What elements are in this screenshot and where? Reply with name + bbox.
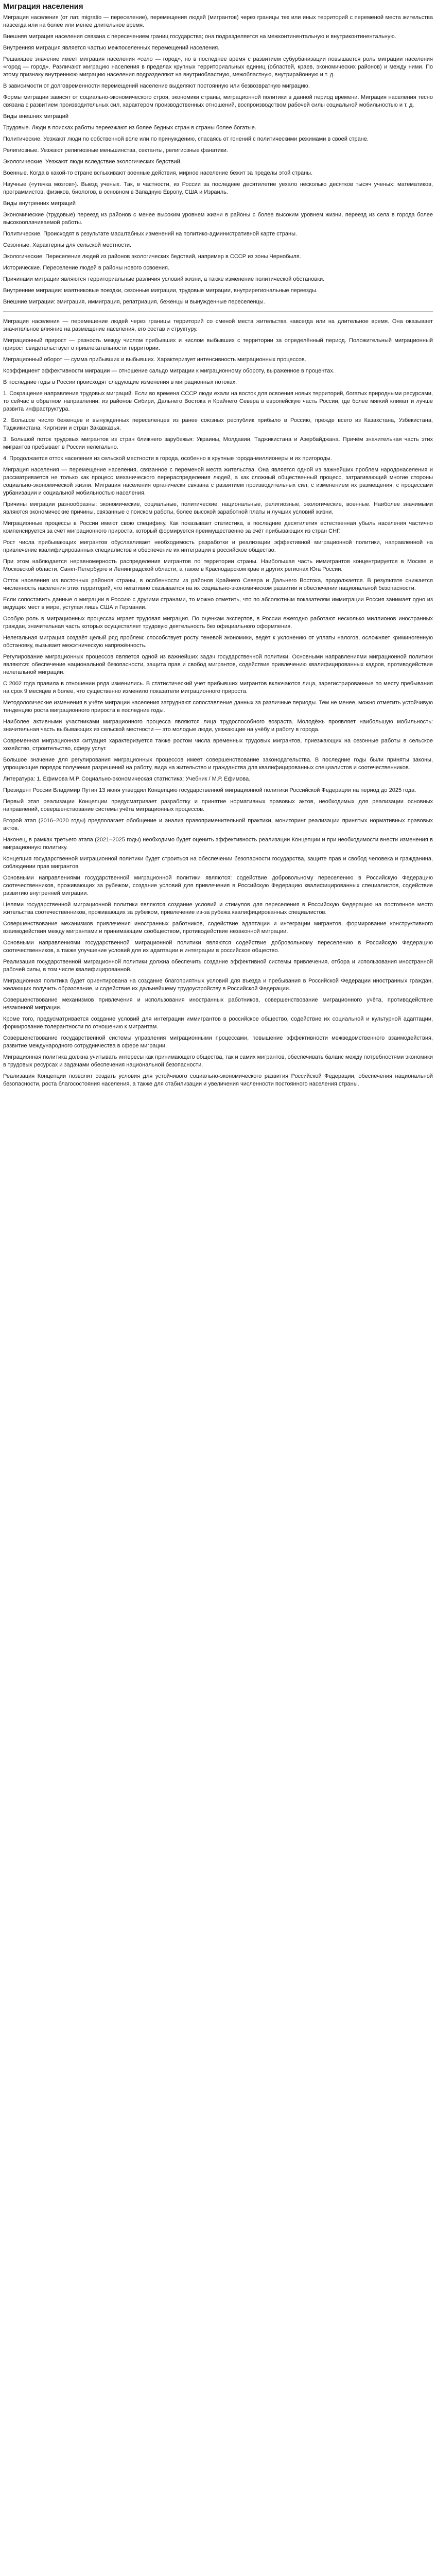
paragraph: Наиболее активными участниками миграционного процесса являются лица трудоспособного возраста. Молодёжь проявляет наибольшую мобильность: значительная часть выбывающих из сельской местности — это молодые люди, уезжающие на учёбу и работу в города. [3, 719, 433, 733]
paragraph: Отток населения из восточных районов страны, в особенности из районов Крайнего Севера и Дальнего Востока, продолжается. В результате снижается численность населения этих территорий, что негативно сказывается на их социально-экономическом развитии и обеспечении национальной безопасности. [3, 578, 433, 591]
paragraph: С 2002 года правила в отношении ряда изменились. В статистический учет прибывших мигрантов включаются лица, зарегистрированные по месту пребывания на срок 9 месяцев и более, что существенно изменило показатели миграционного прироста. [3, 681, 433, 694]
paragraph: Второй этап (2016–2020 годы) предполагает обобщение и анализ правоприменительной практики, мониторинг реализации принятых нормативных правовых актов. [3, 818, 433, 832]
paragraph: Наконец, в рамках третьего этапа (2021–2025 годы) необходимо будет оценить эффективность реализации Концепции и при необходимости внести изменения в миграционную политику. [3, 837, 433, 851]
article-body [3, 14, 433, 1088]
paragraph: Президент России Владимир Путин 13 июня утвердил Концепцию государственной миграционной политики Российской Федерации на период до 2025 года. [3, 787, 416, 793]
paragraph: Миграция населения — перемещение населения, связанное с переменой места жительства. Она является одной из важнейших проблем народонаселения и рассматривается не только как процесс механического перераспределения людей, а как сложный общественный процесс, затрагивающий многие стороны социально-экономической жизни. Миграция населения органически связана с развитием производительных сил, с изменением их размещения, с процессами урбанизации и социальной мобильностью населения. [3, 467, 433, 496]
paragraph: 3. Большой поток трудовых мигрантов из стран ближнего зарубежья: Украины, Молдавии, Таджикистана и Азербайджана. Причём значительная часть этих мигрантов пребывает в России нелегально. [3, 436, 433, 450]
paragraph: Внешние миграции: эмиграция, иммиграция, репатриация, беженцы и вынужденные переселенцы. [3, 299, 265, 305]
paragraph: Экологические. Переселения людей из районов экологических бедствий, например в СССР из зоны Чернобыля. [3, 253, 301, 260]
paragraph: 4. Продолжается отток населения из сельской местности в города, особенно в крупные города-миллионеры и их пригороды. [3, 455, 332, 462]
paragraph: Решающее значение имеет миграция населения «село — город», но в последнее время с развитием субурбанизации повышается роль миграции населения «город — город». Различают миграцию населения в пределах крупных территориальных единиц (областей, краев, экономических районов) и между ними. По этому признаку внутреннюю миграцию населения подразделяют на внутриобластную, межобластную, внутрирайонную и т. д. [3, 56, 433, 78]
paragraph: Методологические изменения в учёте миграции населения затрудняют сопоставление данных за различные периоды. Тем не менее, можно отметить устойчивую тенденцию роста миграционного прироста в последние годы. [3, 700, 433, 714]
paragraph: Миграционный оборот — сумма прибывших и выбывших. Характеризует интенсивность миграционных процессов. [3, 357, 306, 363]
paragraph: Миграционная политика должна учитывать интересы как принимающего общества, так и самих мигрантов, обеспечивать баланс между потребностями экономики в трудовых ресурсах и задачами обеспечения национальной безопасности. [3, 1054, 433, 1068]
paragraph: В зависимости от долговременности перемещений население выделяют постоянную или безвозвратную миграцию. [3, 83, 310, 89]
paragraph: Первый этап реализации Концепции предусматривает разработку и принятие нормативных правовых актов, необходимых для реализации основных направлений, совершенствование системы учёта миграционных процессов. [3, 799, 433, 812]
paragraph: Кроме того, предусматривается создание условий для интеграции иммигрантов в российское общество, содействие их социальной и культурной адаптации, формирование толерантности по отношению к мигрантам. [3, 1016, 433, 1030]
paragraph: Внутренняя миграция является частью межпоселенных перемещений населения. [3, 45, 220, 51]
paragraph: Исторические. Переселение людей в районы нового освоения. [3, 265, 170, 271]
paragraph: Литература: 1. Ефимова М.Р. Социально-экономическая статистика: Учебник / М.Р. Ефимова. [3, 776, 251, 782]
paragraph: Трудовые. Люди в поисках работы переезжают из более бедных стран в страны более богатые. [3, 125, 256, 131]
paragraph: Коэффициент эффективности миграции — отношение сальдо миграции к миграционному обороту, выраженное в процентах. [3, 368, 335, 374]
paragraph: Экологические. Уезжают люди вследствие экологических бедствий. [3, 159, 182, 165]
paragraph: В последние годы в России происходят следующие изменения в миграционных потоках: [3, 379, 237, 385]
paragraph: Рост числа прибывающих мигрантов обуславливает необходимость разработки и реализации эффективной миграционной политики, направленной на привлечение квалифицированных специалистов и обеспечение их интеграции в российское общество. [3, 539, 433, 553]
paragraph: Миграционная политика будет ориентирована на создание благоприятных условий для въезда и пребывания в Российской Федерации иностранных граждан, желающих получить образование, и содействие их дальнейшему трудоустройству в Российской Федерации. [3, 978, 433, 992]
paragraph: Реализация Концепции позволит создать условия для устойчивого социально-экономического развития Российской Федерации, обеспечения национальной безопасности, роста благосостояния населения, а также для стабилизации и увеличения численности постоянного населения страны. [3, 1073, 433, 1087]
paragraph: Внутренние миграции: маятниковые поездки, сезонные миграции, трудовые миграции, внутрирегиональные переезды. [3, 287, 318, 294]
paragraph: Миграция населения (от лат. migratio — переселение), перемещения людей (мигрантов) через границы тех или иных территорий с переменой места жительства навсегда или на более или менее длительное время. [3, 14, 433, 28]
paragraph: Большое значение для регулирования миграционных процессов имеет совершенствование законодательства. В последние годы были приняты законы, упрощающие порядок получения разрешений на работу, вида на жительство и гражданства для квалифицированных специалистов и соотечественников. [3, 757, 433, 771]
paragraph: Основными направлениями государственной миграционной политики являются содействие добровольному переселению в Российскую Федерацию соотечественников, а также улучшение условий для их адаптации и интеграции в российское общество. [3, 940, 433, 954]
paragraph: Экономические (трудовые) переезд из районов с менее высоким уровнем жизни в районы с более высоким уровнем жизни, переезд из села в города более высокооплачиваемой работы. [3, 212, 433, 226]
paragraph: Совершенствование механизмов привлечения и использования иностранных работников, совершенствование миграционного учёта, противодействие незаконной миграции. [3, 997, 433, 1011]
article [0, 0, 436, 1098]
paragraph: Научные («утечка мозгов»). Выезд ученых. Так, в частности, из России за последнее десятилетие уехало несколько десятков тысяч ученых: математиков, программистов, физиков, биологов, в основном в Западную Европу, США и Израиль. [3, 181, 433, 195]
paragraph: Реализация государственной миграционной политики должна обеспечить создание эффективной системы привлечения, отбора и использования иностранной рабочей силы, в том числе квалифицированной. [3, 959, 433, 973]
paragraph: Особую роль в миграционных процессах играет трудовая миграция. По оценкам экспертов, в России ежегодно работают несколько миллионов иностранных граждан, значительная часть которых осуществляет трудовую деятельность без официального оформления. [3, 616, 433, 630]
section-divider [3, 311, 433, 312]
paragraph: Нелегальная миграция создаёт целый ряд проблем: способствует росту теневой экономики, ведёт к уклонению от уплаты налогов, осложняет криминогенную обстановку, вызывает межэтническую напряжённость. [3, 635, 433, 649]
paragraph: Миграция населения — перемещение людей через границы территорий со сменой места жительства навсегда или на длительное время. Она оказывает значительное влияние на размещение населения, его состав и структуру. [3, 318, 433, 332]
page-title: Миграция населения [3, 2, 83, 11]
paragraph: Совершенствование государственной системы управления миграционными процессами, повышение эффективности межведомственного взаимодействия, развитие международного сотрудничества в сфере миграции. [3, 1035, 433, 1049]
paragraph: Концепция государственной миграционной политики будет строиться на обеспечении безопасности государства, защите прав и свобод человека и гражданина, соблюдении прав мигрантов. [3, 856, 433, 870]
paragraph: Внешняя миграция населения связана с пересечением границ государства; она подразделяется на межконтинентальную и внутриконтинентальную. [3, 33, 396, 40]
paragraph: 2. Большое число беженцев и вынужденных переселенцев из ранее союзных республик прибыло в Россию, прежде всего из Казахстана, Узбекистана, Таджикистана, Киргизии и стран Закавказья. [3, 417, 433, 431]
paragraph: Военные. Когда в какой-то стране вспыхивают военные действия, мирное население бежит за пределы этой страны. [3, 170, 313, 176]
paragraph: Целями государственной миграционной политики являются создание условий и стимулов для переселения в Российскую Федерацию на постоянное место жительства соотечественников, проживающих за рубежом, привлечение из-за рубежа квалифицированных специалистов. [3, 902, 433, 916]
paragraph: Причинами миграции являются территориальные различия условий жизни, а также изменение политической обстановки. [3, 276, 325, 282]
paragraph: Политические. Происходят в результате масштабных изменений на политико-административной карте страны. [3, 231, 298, 237]
paragraph: Политические. Уезжают люди по собственной воле или по принуждению, спасаясь от гонений с политическими режимами в своей стране. [3, 136, 369, 142]
paragraph: Если сопоставить данные о миграции в Россию с другими странами, то можно отметить, что по абсолютным показателям иммиграции Россия занимает одно из ведущих мест в мире, уступая лишь США и Германии. [3, 597, 433, 611]
paragraph: Основными направлениями государственной миграционной политики являются: содействие добровольному переселению в Российскую Федерацию соотечественников, проживающих за рубежом, создание условий для привлечения в Российскую Федерацию квалифицированных специалистов, содействие развитию внутренней миграции. [3, 875, 433, 896]
paragraph: Религиозные. Уезжают религиозные меньшинства, сектанты, религиозные фанатики. [3, 147, 228, 154]
paragraph: Причины миграции разнообразны: экономические, социальные, политические, национальные, религиозные, экологические, военные. Наиболее значимыми являются экономические причины, связанные с поиском работы, более высокой заработной платы и лучших условий жизни. [3, 501, 433, 515]
paragraph: Совершенствование механизмов привлечения иностранных работников, содействие адаптации и интеграции мигрантов, формирование конструктивного взаимодействия между мигрантами и принимающим сообществом, противодействие незаконной миграции. [3, 921, 433, 935]
paragraph: Регулирование миграционных процессов является одной из важнейших задач государственной политики. Основными направлениями миграционной политики являются: обеспечение национальной безопасности, защита прав и свобод мигрантов, содействие привлечению квалифицированных кадров, противодействие нелегальной миграции. [3, 654, 433, 675]
paragraph: При этом наблюдается неравномерность распределения мигрантов по территории страны. Наибольшая часть иммигрантов концентрируется в Москве и Московской области, Санкт-Петербурге и Ленинградской области, а также в Краснодарском крае и других регионах Юга России. [3, 558, 433, 572]
paragraph: Виды внешних миграций [3, 113, 69, 120]
paragraph: Сезонные. Характерны для сельской местности. [3, 242, 132, 248]
paragraph: Формы миграции зависят от социально-экономического строя, экономики страны, миграционной политики в данной период времени. Миграция населения тесно связана с развитием производительных сил, характером производственных отношений, воспроизводством рабочей силы социальной мобильностью и т. д. [3, 94, 433, 108]
paragraph: 1. Сокращение направления трудовых миграций. Если во времена СССР люди ехали на восток для освоения новых территорий, богатых природными ресурсами, то сейчас в обратном направлении: из районов Сибири, Дальнего Востока и Крайнего Севера в европейскую часть России, где более мягкий климат и лучше развита инфраструктура. [3, 391, 433, 412]
paragraph: Миграционные процессы в России имеют свою специфику. Как показывает статистика, в последние десятилетия естественная убыль населения частично компенсируется за счёт миграционного прироста, который формируется преимущественно за счёт прибывающих из стран СНГ. [3, 520, 433, 534]
paragraph: Современная миграционная ситуация характеризуется также ростом числа временных трудовых мигрантов, приезжающих на сезонные работы в сельское хозяйство, строительство, сферу услуг. [3, 738, 433, 752]
paragraph: Миграционный прирост — разность между числом прибывших и числом выбывших с территории за определённый период. Положительный миграционный прирост свидетельствует о привлекательности территории. [3, 337, 433, 351]
paragraph: Виды внутренних миграций [3, 200, 76, 207]
